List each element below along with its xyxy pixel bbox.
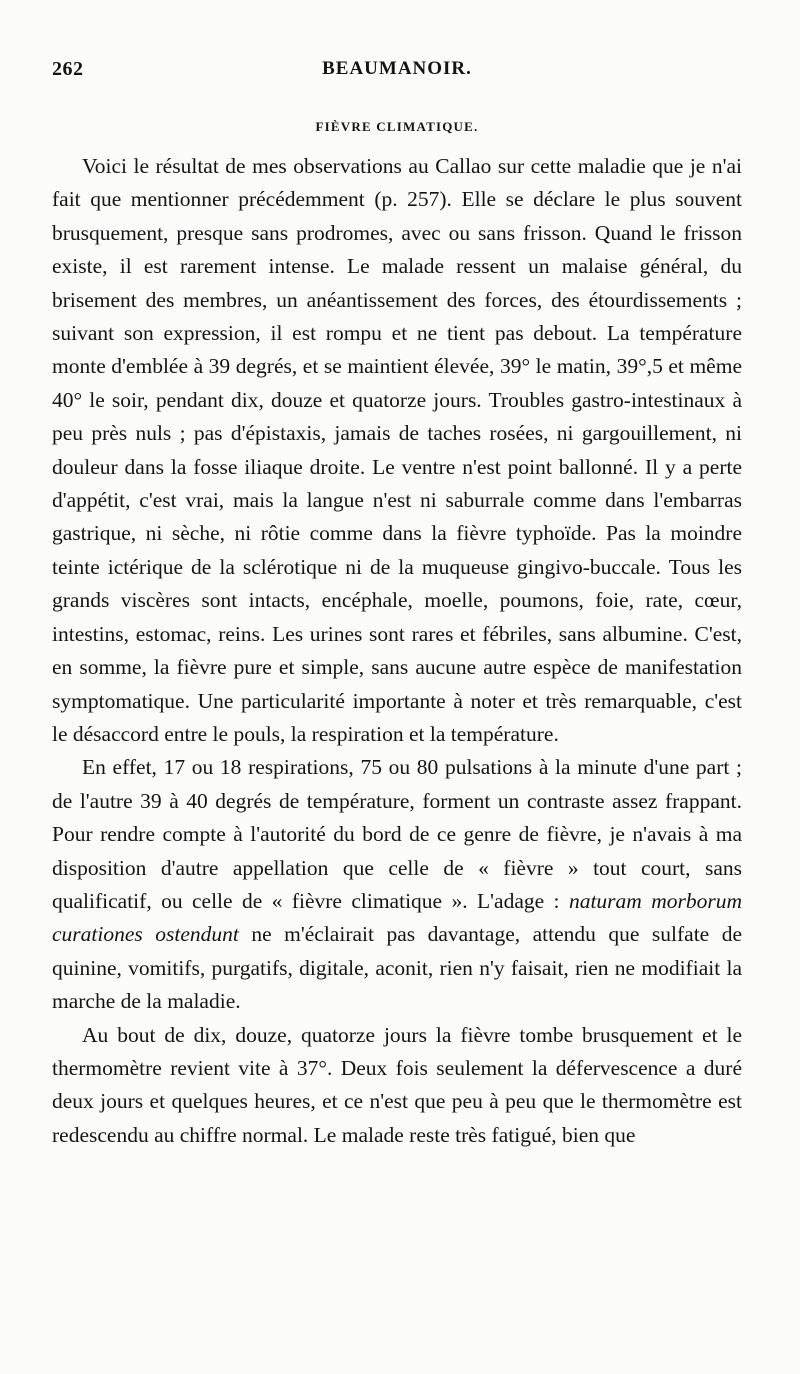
running-head xyxy=(52,58,742,84)
section-title: FIÈVRE CLIMATIQUE. xyxy=(315,119,479,134)
page-number: 262 xyxy=(52,58,84,80)
body-text xyxy=(52,150,742,1152)
paragraph-2-part-1: En effet, 17 ou 18 respirations, 75 ou 80 pulsations à la minute d'une part ; de l'autre 39 à 40 degrés de température, forment un contraste assez frappant. Pour rendre compte à l'autorité du bord de ce genre de fièvre, je n'avais à ma disposition d'autre appellation que celle de « fièvre » tout court, sans qualificatif, ou celle de « fièvre climatique ». L'adage : xyxy=(52,755,742,913)
paragraph-3: Au bout de dix, douze, quatorze jours la fièvre tombe brusquement et le thermomètre revient vite à 37°. Deux fois seulement la défervescence a duré deux jours et quelques heures, et ce n'est que peu à peu que le thermomètre est redescendu au chiffre normal. Le malade reste très fatigué, bien que xyxy=(52,1022,742,1147)
paragraph-1: Voici le résultat de mes observations au Callao sur cette maladie que je n'ai fait que mentionner précédemment (p. 257). Elle se déclare le plus souvent brusquement, presque sans prodromes, avec ou sans frisson. Quand le frisson existe, il est rarement intense. Le malade ressent un malaise général, du brisement des membres, un anéantissement des forces, des étourdissements ; suivant son expression, il est rompu et ne tient pas debout. La température monte d'emblée à 39 degrés, et se maintient élevée, 39° le matin, 39°,5 et même 40° le soir, pendant dix, douze et quatorze jours. Troubles gastro-intestinaux à peu près nuls ; pas d'épistaxis, jamais de taches rosées, ni gargouillement, ni douleur dans la fosse iliaque droite. Le ventre n'est point ballonné. Il y a perte d'appétit, c'est vrai, mais la langue n'est ni saburrale comme dans l'embarras gastrique, ni sèche, ni rôtie comme dans la fièvre typhoïde. Pas la moindre teinte ictérique de la sclérotique ni de la muqueuse gingivo-buccale. Tous les grands viscères sont intacts, encéphale, moelle, poumons, foie, rate, cœur, intestins, estomac, reins. Les urines sont rares et fébriles, sans albumine. C'est, en somme, la fièvre pure et simple, sans aucune autre espèce de manifestation symptomatique. Une particularité importante à noter et très remarquable, c'est le désaccord entre le pouls, la respiration et la température. xyxy=(52,154,742,746)
paragraph-2-part-2: ne m'éclairait pas davantage, attendu que sulfate de quinine, vomitifs, purgatifs, digitale, aconit, rien n'y faisait, rien ne modifiait la marche de la maladie. xyxy=(52,922,742,1014)
latin-adage: naturam morborum curationes ostendunt xyxy=(52,888,742,947)
paragraph-2 xyxy=(52,751,742,1018)
running-title: BEAUMANOIR. xyxy=(322,58,472,79)
